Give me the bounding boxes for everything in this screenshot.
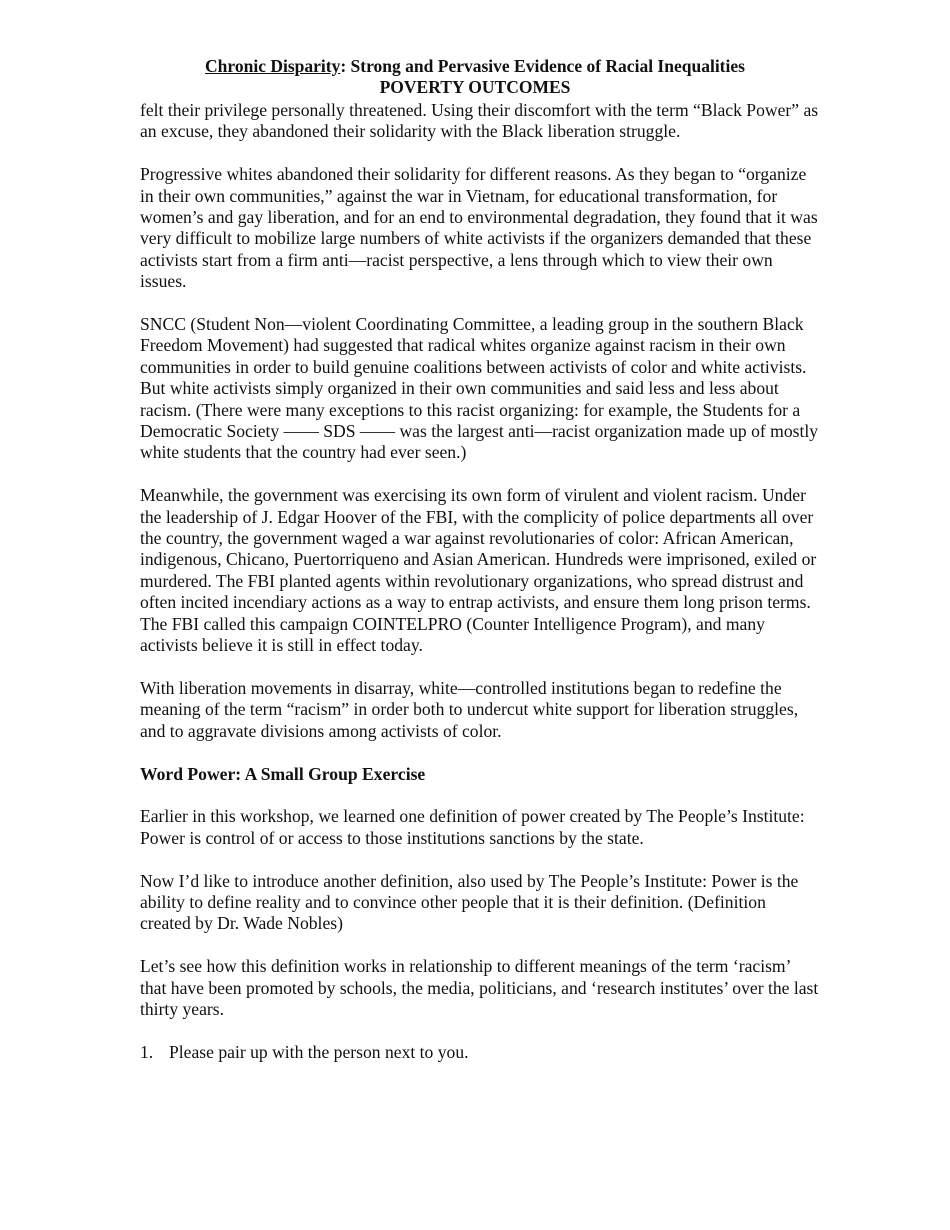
paragraph: Earlier in this workshop, we learned one definition of power created by The People’s Institute: Power is control of or access to those institutions sanctions by the state. xyxy=(140,806,805,848)
list-item-text: Please pair up with the person next to you. xyxy=(169,1041,469,1062)
header-title-underlined: Chronic Disparity xyxy=(205,56,341,76)
paragraph: felt their privilege personally threatened. Using their discomfort with the term “Black Power” as an excuse, they abandoned their solidarity with the Black liberation struggle. xyxy=(140,100,819,142)
paragraph: Now I’d like to introduce another definition, also used by The People’s Institute: Power is the ability to define reality and to convince other people that it is their definition. (Definition created by Dr. Wade Nobles) xyxy=(140,870,799,934)
paragraph: SNCC (Student Non—violent Coordinating Committee, a leading group in the southern Black Freedom Movement) had suggested that radical whites organize against racism in their own communities in order to build genuine coalitions between activists of color and white activists. But white activists simply organized in their own communities and said less and less about racism. (There were many exceptions to this racist organizing: for example, the Students for a Democratic Society —— SDS —— was the largest anti—racist organization made up of mostly white students that the country had ever seen.) xyxy=(140,314,819,463)
paragraph: Progressive whites abandoned their solidarity for different reasons. As they began to “organize in their own communities,” against the war in Vietnam, for educational transformation, for women’s and gay liberation, and for an end to environmental degradation, they found that it was very difficult to mobilize large numbers of white activists if the organizers demanded that these activists start from a firm anti—racist perspective, a lens through which to view their own issues. xyxy=(140,164,818,292)
header-title-line xyxy=(130,56,820,77)
page-header xyxy=(130,56,820,98)
numbered-list xyxy=(140,1042,820,1063)
paragraph: Let’s see how this definition works in relationship to different meanings of the term ‘racism’ that have been promoted by schools, the media, politicians, and ‘research institutes’ over the last thirty years. xyxy=(140,956,819,1019)
paragraph: With liberation movements in disarray, white—controlled institutions began to redefine the meaning of the term “racism” in order both to undercut white support for liberation struggles, and to aggravate divisions among activists of color. xyxy=(140,677,799,741)
header-title-rest: : Strong and Pervasive Evidence of Racial Inequalities xyxy=(340,56,745,76)
document-body xyxy=(140,100,820,1063)
document-page xyxy=(140,56,820,1063)
list-item-number: 1. xyxy=(140,1041,154,1062)
header-subtitle: POVERTY OUTCOMES xyxy=(379,77,571,97)
paragraph: Meanwhile, the government was exercising its own form of virulent and violent racism. Under the leadership of J. Edgar Hoover of the FBI, with the complicity of police departments all over the country, the government waged a war against revolutionaries of color: African American, indigenous, Chicano, Puertorriqueno and Asian American. Hundreds were imprisoned, exiled or murdered. The FBI planted agents within revolutionary organizations, who spread distrust and often incited incendiary actions as a way to entrap activists, and ensure them long prison terms. The FBI called this campaign COINTELPRO (Counter Intelligence Program), and many activists believe it is still in effect today. xyxy=(140,485,817,656)
section-heading: Word Power: A Small Group Exercise xyxy=(140,763,426,784)
list-item xyxy=(140,1042,820,1063)
